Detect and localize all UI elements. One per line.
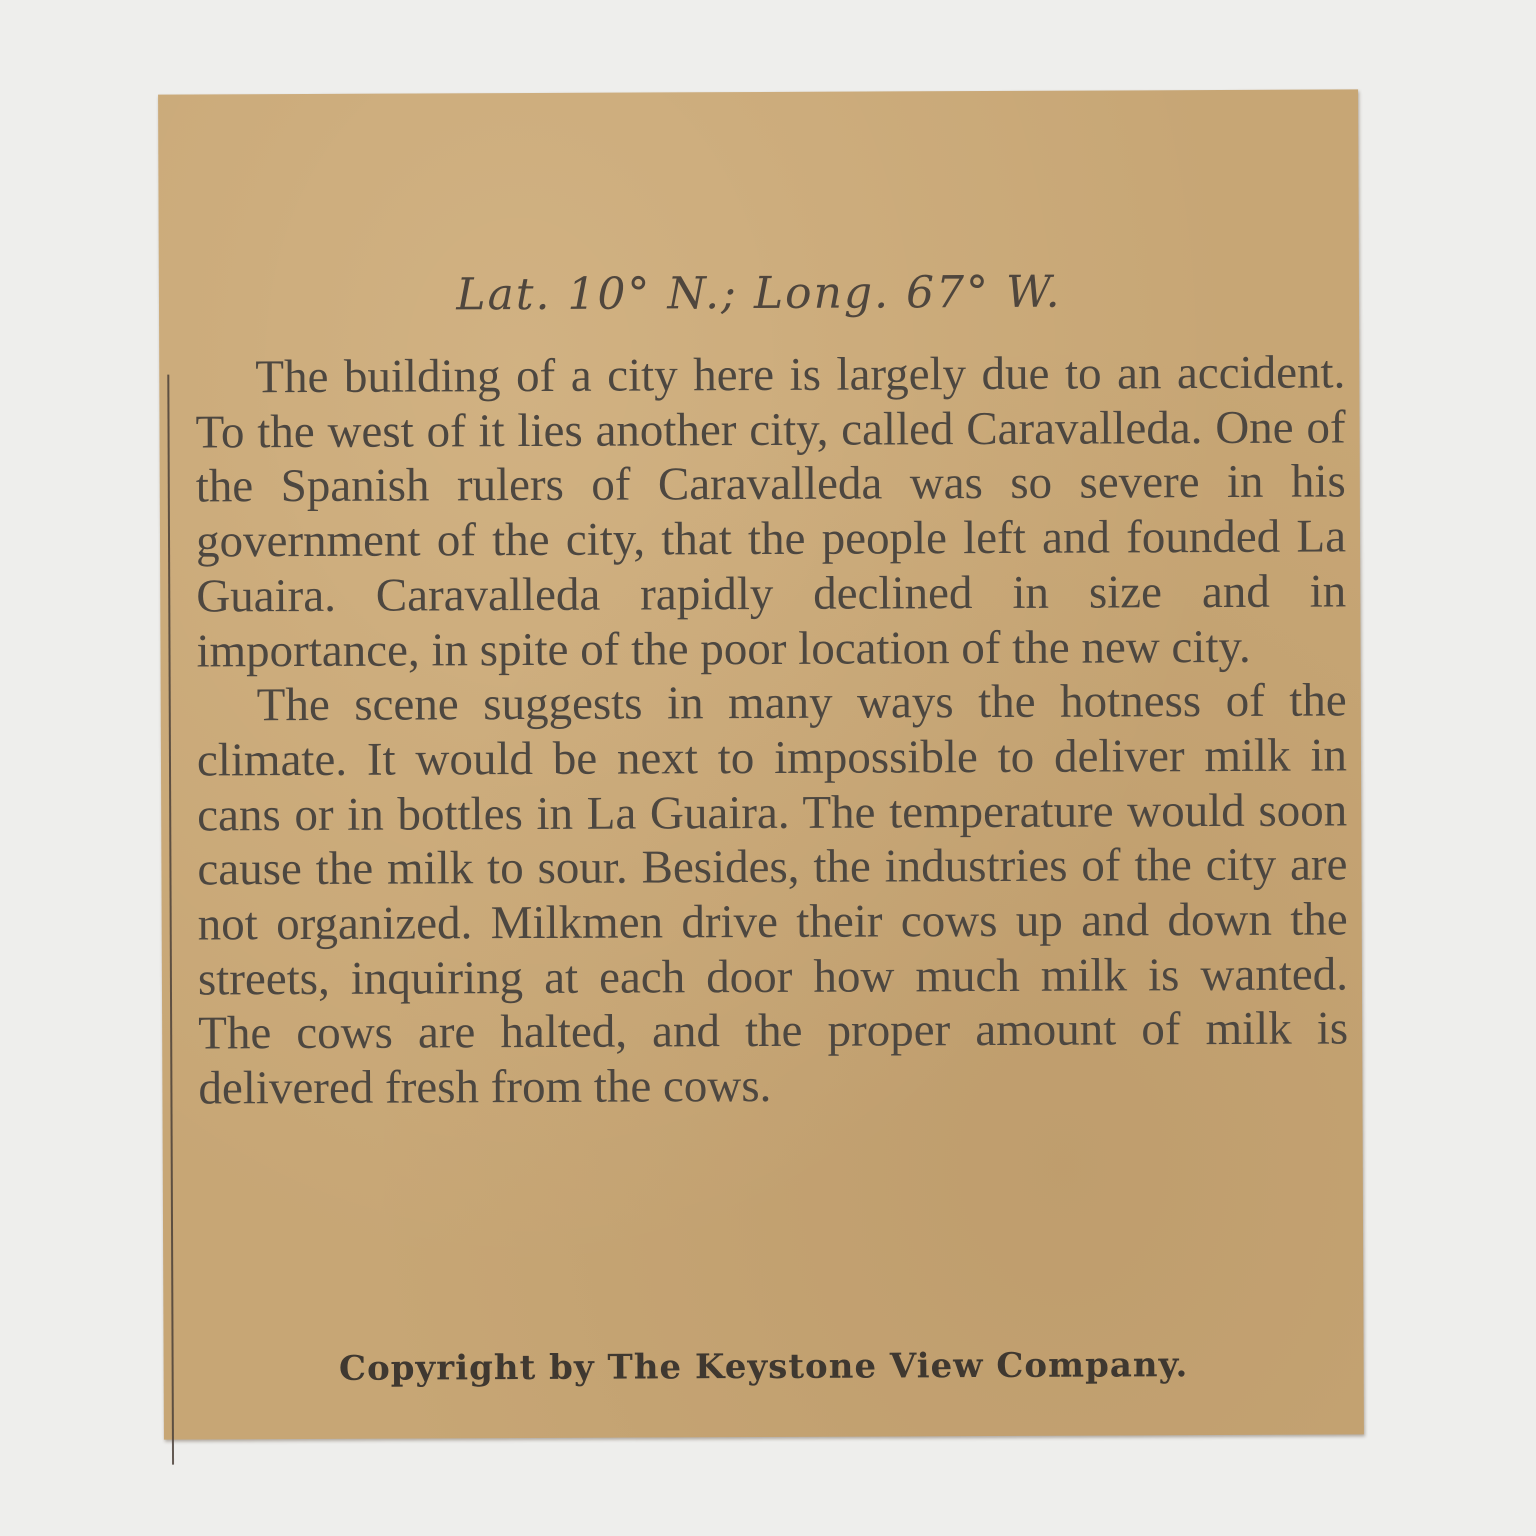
paragraph-climate-milk: The scene suggests in many ways the hotness of the climate. It would be next to impossible to deliver milk in cans or in bottles in La Guaira. The temperature would soon cause the milk to sour. Besides, the industries of the city are not organized. Milkmen drive their cows up and down the streets, inquiring at each door how much milk is wanted. The cows are halted, and the proper amount of milk is delivered fresh from the cows. bbox=[196, 674, 1349, 1115]
left-border-line bbox=[167, 375, 174, 1465]
copyright-line: Copyright by The Keystone View Company. bbox=[338, 1345, 1189, 1389]
paragraph-city-history: The building of a city here is largely due to an accident. To the west of it lies another city, called Caravalleda. One of the Spanish rulers of Caravalleda was so severe in his government of the city, that the people left and founded La Guaira. Caravalleda rapidly declined in size and in importance, in spite of the poor location of the new city. bbox=[195, 346, 1347, 677]
card-body-text bbox=[195, 345, 1348, 1116]
stereoview-card-back bbox=[158, 89, 1364, 1439]
coordinates-heading: Lat. 10° N.; Long. 67° W. bbox=[456, 266, 1062, 321]
